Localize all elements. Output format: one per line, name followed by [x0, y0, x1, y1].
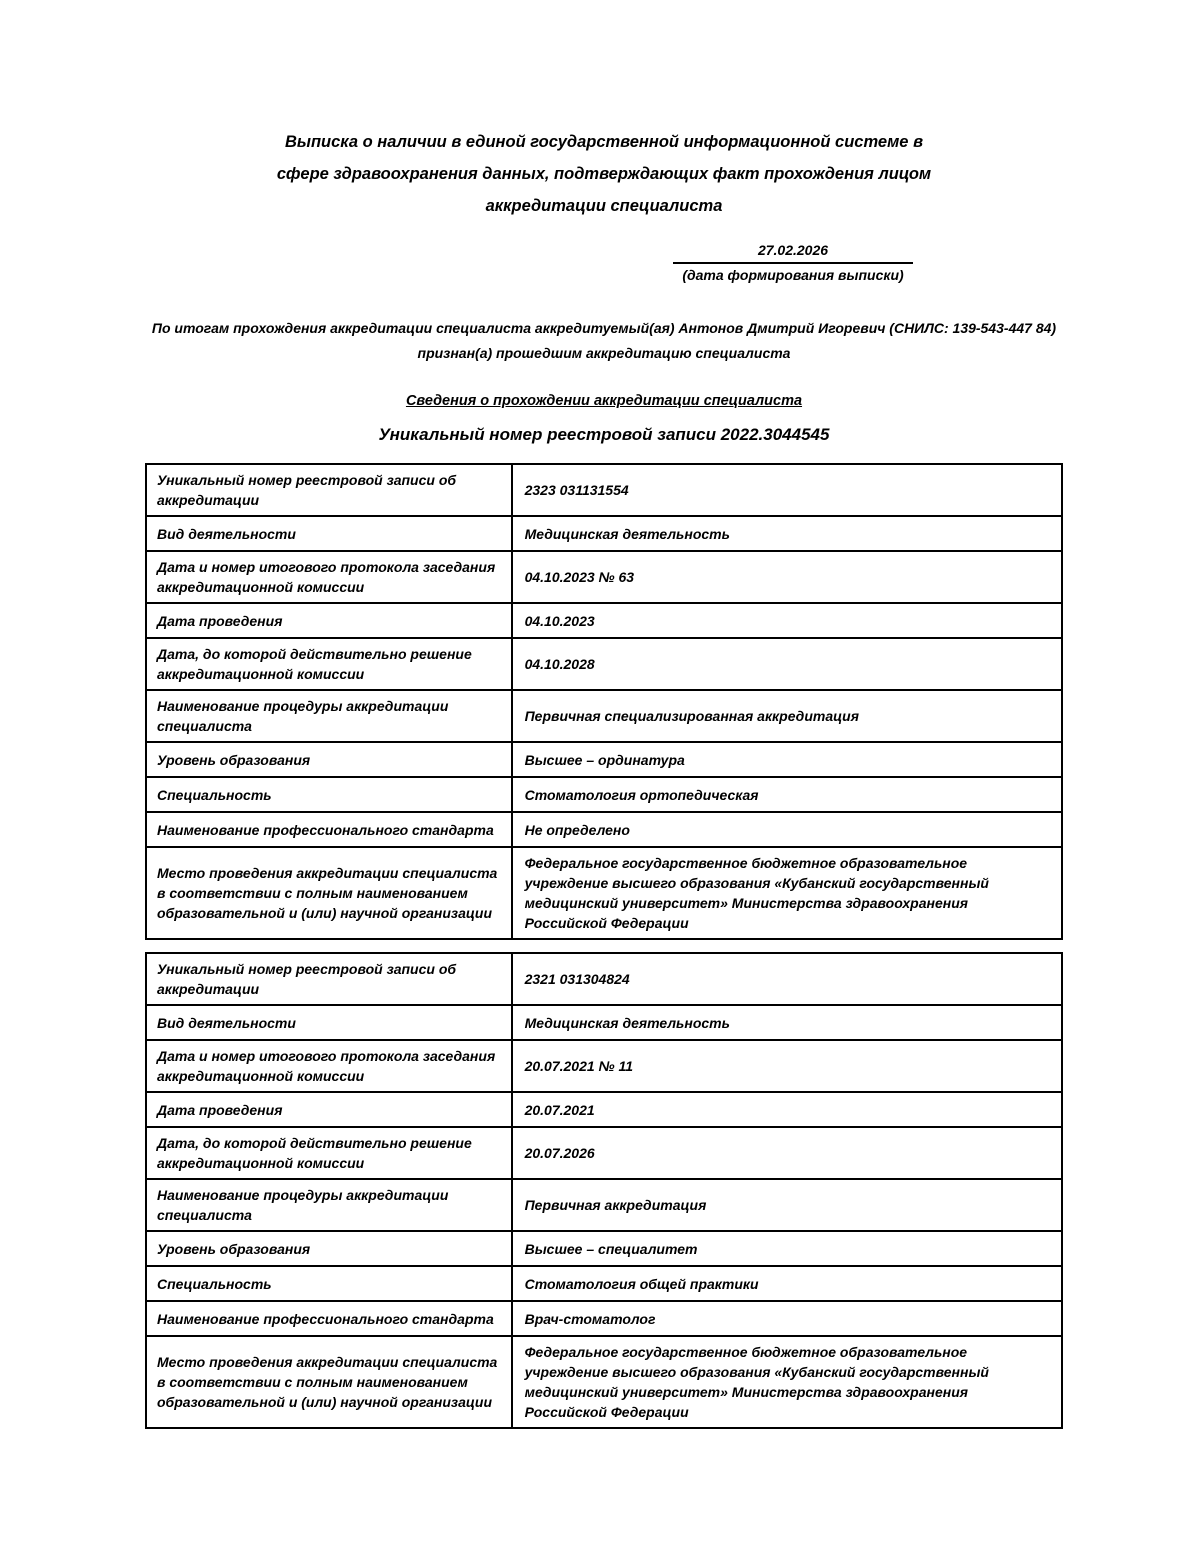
table-row [147, 1337, 1061, 1427]
table-row [147, 1232, 1061, 1267]
row-value: Стоматология ортопедическая [524, 786, 759, 803]
row-label: Наименование профессионального стандарта [147, 813, 513, 846]
row-label: Наименование процедуры аккредитации специалиста [147, 1180, 513, 1230]
table-row [147, 1006, 1061, 1041]
row-value: 04.10.2023 № 63 [524, 569, 635, 585]
table-row [147, 465, 1061, 517]
row-value: 2321 031304824 [524, 971, 630, 987]
row-value: Высшее – специалитет [524, 1240, 698, 1257]
row-value: Первичная аккредитация [524, 1197, 707, 1213]
row-label: Вид деятельности [147, 1006, 513, 1039]
row-label: Уровень образования [147, 1232, 513, 1265]
table-row [147, 743, 1061, 778]
table-row [147, 1302, 1061, 1337]
table-row [147, 1128, 1061, 1180]
row-label: Наименование процедуры аккредитации специалиста [147, 691, 513, 741]
table-row [147, 1093, 1061, 1128]
accreditation-table-1 [145, 463, 1063, 940]
row-value: Высшее – ординатура [524, 751, 685, 768]
row-label: Специальность [147, 1267, 513, 1300]
table-row [147, 813, 1061, 848]
intro-paragraph: По итогам прохождения аккредитации специалиста аккредитуемый(ая) Антонов Дмитрий Игоревич (СНИЛС: 139-543-447 84) признан(а) прошедшим аккредитацию специалиста [151, 320, 1057, 361]
table-row [147, 1267, 1061, 1302]
table-row [147, 954, 1061, 1006]
row-label: Дата проведения [147, 1093, 513, 1126]
table-row [147, 639, 1061, 691]
row-label: Дата и номер итогового протокола заседания аккредитационной комиссии [147, 552, 513, 602]
row-value: Медицинская деятельность [524, 1014, 730, 1031]
row-label: Дата проведения [147, 604, 513, 637]
row-label: Наименование профессионального стандарта [147, 1302, 513, 1335]
row-value: 20.07.2021 № 11 [524, 1058, 634, 1074]
row-label: Вид деятельности [147, 517, 513, 550]
row-label: Дата и номер итогового протокола заседания аккредитационной комиссии [147, 1041, 513, 1091]
row-value: 2323 031131554 [524, 482, 629, 498]
row-label: Уникальный номер реестровой записи об аккредитации [147, 465, 513, 515]
document-content [145, 126, 1063, 1429]
row-label: Дата, до которой действительно решение аккредитационной комиссии [147, 639, 513, 689]
table-row [147, 848, 1061, 938]
table-row [147, 517, 1061, 552]
table-row [147, 1041, 1061, 1093]
row-label: Дата, до которой действительно решение аккредитационной комиссии [147, 1128, 513, 1178]
row-label: Место проведения аккредитации специалиста в соответствии с полным наименованием образовательной и (или) научной организации [147, 1337, 513, 1427]
row-value: Не определено [524, 821, 630, 838]
table-row [147, 778, 1061, 813]
section-heading: Сведения о прохождении аккредитации специалиста [405, 393, 803, 409]
row-value: Первичная специализированная аккредитация [524, 708, 859, 724]
accreditation-table-2 [145, 952, 1063, 1429]
row-value: 04.10.2023 [524, 612, 595, 629]
row-value: 04.10.2028 [524, 656, 595, 672]
row-label: Уникальный номер реестровой записи об аккредитации [147, 954, 513, 1004]
row-value: Медицинская деятельность [524, 525, 730, 542]
row-value: 20.07.2021 [524, 1101, 595, 1118]
row-label: Уровень образования [147, 743, 513, 776]
formation-date-caption: (дата формирования выписки) [682, 267, 904, 283]
formation-date: 27.02.2026 [673, 242, 913, 264]
table-row [147, 552, 1061, 604]
page-title: Выписка о наличии в единой государственной информационной системе в сфере здравоохранения данных, подтверждающих факт прохождения лицом аккредитации специалиста [276, 133, 932, 215]
table-row [147, 691, 1061, 743]
registry-number-line: Уникальный номер реестровой записи 2022.3044545 [378, 425, 830, 444]
formation-date-block [673, 242, 913, 284]
row-label: Специальность [147, 778, 513, 811]
row-value: 20.07.2026 [524, 1145, 595, 1161]
row-value: Стоматология общей практики [524, 1275, 759, 1292]
table-row [147, 604, 1061, 639]
row-label: Место проведения аккредитации специалиста в соответствии с полным наименованием образовательной и (или) научной организации [147, 848, 513, 938]
row-value: Врач-стоматолог [524, 1310, 656, 1327]
row-value: Федеральное государственное бюджетное образовательное учреждение высшего образования «Кубанский государственный медицинский университет» Министерства здравоохранения Российской Федерации [524, 855, 989, 931]
row-value: Федеральное государственное бюджетное образовательное учреждение высшего образования «Кубанский государственный медицинский университет» Министерства здравоохранения Российской Федерации [524, 1344, 989, 1420]
table-row [147, 1180, 1061, 1232]
